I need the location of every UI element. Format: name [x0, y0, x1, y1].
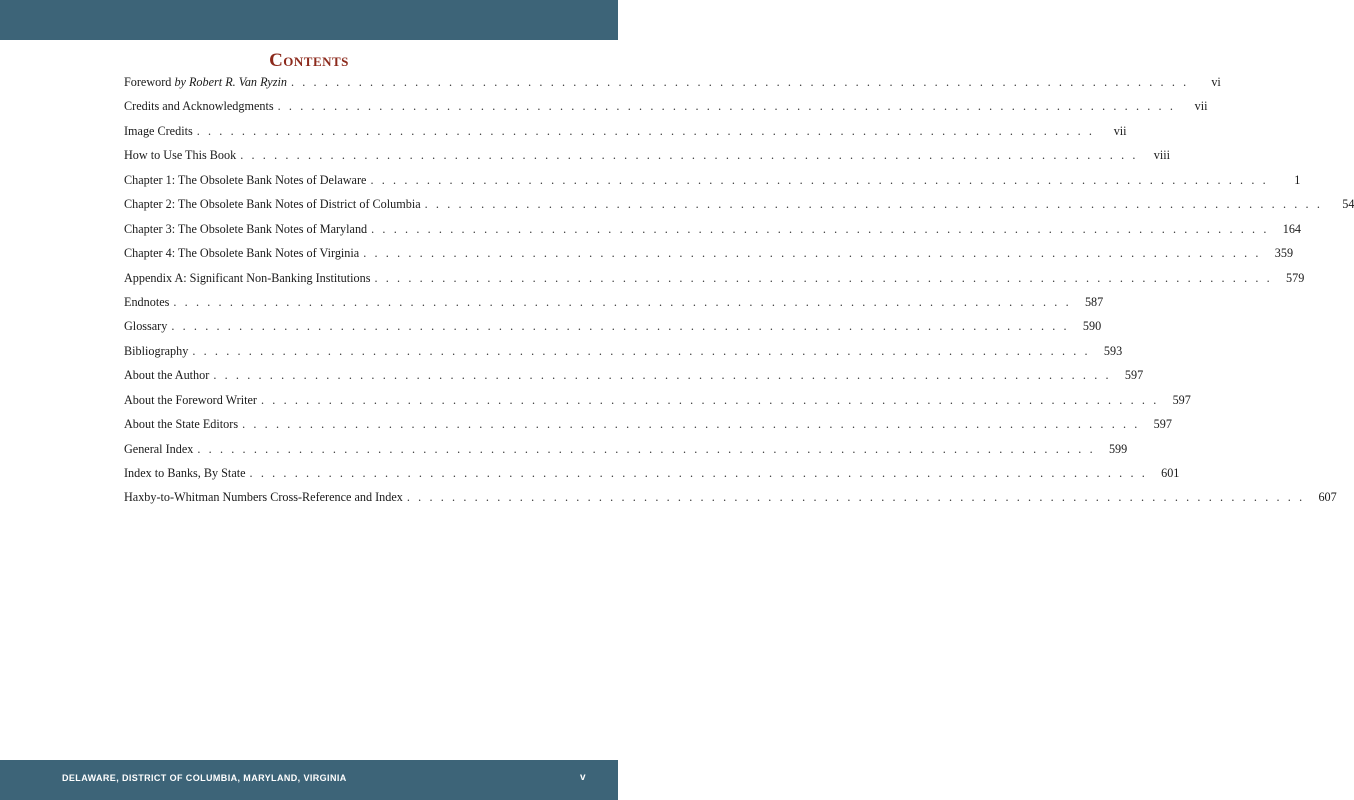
- toc-entry-label: Endnotes: [124, 294, 170, 309]
- toc-entry: [124, 388, 1191, 412]
- toc-entry-title: [124, 437, 193, 461]
- toc-entry: [124, 241, 1294, 265]
- toc-entry-page: 593: [1103, 343, 1123, 358]
- toc-entry-page: 54: [1342, 197, 1354, 212]
- toc-entry-title: [124, 290, 169, 314]
- toc-entry-label: Glossary: [124, 319, 168, 334]
- header-band: [0, 0, 618, 40]
- toc-entry-page: vii: [1194, 99, 1208, 114]
- toc-entry-page: viii: [1153, 148, 1171, 163]
- dot-leader: . . . . . . . . . . . . . . . . . . . . . . . . . . . . . . . . . . . . . . . . . . . . . . . . . . . . . . . . . . . . . . . . . . . . . . . . . . . . . . . .: [424, 197, 1323, 212]
- toc-entry-page: 587: [1084, 294, 1104, 309]
- toc-entry: [124, 217, 1301, 241]
- toc-entry-label: Chapter 3: The Obsolete Bank Notes of Maryland: [124, 221, 368, 236]
- toc-entry: [124, 461, 1180, 485]
- toc-entry: [124, 266, 1305, 290]
- dot-leader: . . . . . . . . . . . . . . . . . . . . . . . . . . . . . . . . . . . . . . . . . . . . . . . . . . . . . . . . . . . . . . . . . . . . . . . . . . . . . . . .: [173, 294, 1072, 309]
- dot-leader: . . . . . . . . . . . . . . . . . . . . . . . . . . . . . . . . . . . . . . . . . . . . . . . . . . . . . . . . . . . . . . . . . . . . . . . . . . . . . . . .: [290, 75, 1189, 89]
- toc-entry-label: Chapter 1: The Obsolete Bank Notes of Delaware: [124, 172, 367, 187]
- dot-leader: . . . . . . . . . . . . . . . . . . . . . . . . . . . . . . . . . . . . . . . . . . . . . . . . . . . . . . . . . . . . . . . . . . . . . . . . . . . . . . . .: [277, 99, 1176, 114]
- toc-entry: [124, 192, 1354, 216]
- toc-entry-label: Foreword: [124, 75, 175, 89]
- toc-entry-title: [124, 192, 421, 216]
- toc-entry-label: Chapter 4: The Obsolete Bank Notes of Virginia: [124, 246, 360, 261]
- toc-entry-label: General Index: [124, 441, 194, 456]
- toc-entry-label: About the Author: [124, 368, 210, 383]
- toc-entry-label: Credits and Acknowledgments: [124, 99, 274, 114]
- toc-entry-title: [124, 266, 370, 290]
- toc-entry-page: 607: [1318, 490, 1337, 505]
- toc-entry-page: 597: [1172, 392, 1191, 407]
- toc-entry: [124, 485, 1337, 509]
- dot-leader: . . . . . . . . . . . . . . . . . . . . . . . . . . . . . . . . . . . . . . . . . . . . . . . . . . . . . . . . . . . . . . . . . . . . . . . . . . . . . . . .: [192, 343, 1091, 358]
- toc-entry-label: Index to Banks, By State: [124, 466, 246, 480]
- dot-leader: . . . . . . . . . . . . . . . . . . . . . . . . . . . . . . . . . . . . . . . . . . . . . . . . . . . . . . . . . . . . . . . . . . . . . . . . . . . . . . . .: [171, 319, 1070, 334]
- toc-entry-title: [124, 388, 257, 412]
- toc-entry-page: 590: [1082, 319, 1102, 334]
- dot-leader: . . . . . . . . . . . . . . . . . . . . . . . . . . . . . . . . . . . . . . . . . . . . . . . . . . . . . . . . . . . . . . . . . . . . . . . . . . . . . . . .: [370, 172, 1269, 187]
- page-number: v: [580, 772, 586, 783]
- toc-entry-page: 359: [1274, 246, 1294, 261]
- toc-entry: [124, 94, 1208, 118]
- toc-entry-title: [124, 70, 287, 94]
- toc-entry-title: [124, 143, 236, 167]
- table-of-contents: [124, 70, 1354, 510]
- toc-entry-page: 597: [1124, 368, 1144, 383]
- toc-entry: [124, 143, 1171, 167]
- toc-entry: [124, 412, 1172, 436]
- toc-entry: [124, 168, 1301, 192]
- toc-entry-title: [124, 412, 238, 436]
- dot-leader: . . . . . . . . . . . . . . . . . . . . . . . . . . . . . . . . . . . . . . . . . . . . . . . . . . . . . . . . . . . . . . . . . . . . . . . . . . . . . . . .: [363, 246, 1262, 261]
- toc-entry-page: 579: [1286, 270, 1305, 285]
- toc-entry-title: [124, 241, 359, 265]
- toc-entry: [124, 314, 1102, 338]
- toc-entry: [124, 339, 1123, 363]
- toc-entry-page: 1: [1294, 172, 1301, 187]
- toc-entry-label: Image Credits: [124, 123, 193, 138]
- toc-entry-title: [124, 363, 209, 387]
- toc-entry-title: [124, 314, 167, 338]
- toc-entry: [124, 119, 1127, 143]
- dot-leader: . . . . . . . . . . . . . . . . . . . . . . . . . . . . . . . . . . . . . . . . . . . . . . . . . . . . . . . . . . . . . . . . . . . . . . . . . . . . . . . .: [242, 417, 1140, 432]
- toc-entry-label: About the State Editors: [124, 417, 239, 432]
- dot-leader: . . . . . . . . . . . . . . . . . . . . . . . . . . . . . . . . . . . . . . . . . . . . . . . . . . . . . . . . . . . . . . . . . . . . . . . . . . . . . . . .: [240, 148, 1139, 163]
- toc-entry-title: [124, 94, 274, 118]
- toc-entry-title: [124, 119, 193, 143]
- dot-leader: . . . . . . . . . . . . . . . . . . . . . . . . . . . . . . . . . . . . . . . . . . . . . . . . . . . . . . . . . . . . . . . . . . . . . . . . . . . . . . . .: [249, 466, 1148, 480]
- footer-band: [0, 760, 618, 800]
- dot-leader: . . . . . . . . . . . . . . . . . . . . . . . . . . . . . . . . . . . . . . . . . . . . . . . . . . . . . . . . . . . . . . . . . . . . . . . . . . . . . . . .: [196, 123, 1095, 138]
- toc-entry-page: 164: [1282, 221, 1301, 236]
- toc-entry-label: Chapter 2: The Obsolete Bank Notes of District of Columbia: [124, 197, 421, 212]
- toc-entry-title: [124, 461, 246, 485]
- toc-entry-label: Bibliography: [124, 343, 189, 358]
- dot-leader: . . . . . . . . . . . . . . . . . . . . . . . . . . . . . . . . . . . . . . . . . . . . . . . . . . . . . . . . . . . . . . . . . . . . . . . . . . . . . . . .: [371, 221, 1269, 236]
- toc-entry-title: [124, 339, 188, 363]
- toc-entry-label: Appendix A: Significant Non-Banking Institutions: [124, 270, 371, 285]
- page-title: Contents: [269, 50, 349, 71]
- dot-leader: . . . . . . . . . . . . . . . . . . . . . . . . . . . . . . . . . . . . . . . . . . . . . . . . . . . . . . . . . . . . . . . . . . . . . . . . . . . . . . . .: [260, 392, 1159, 407]
- toc-entry-label: How to Use This Book: [124, 148, 237, 163]
- dot-leader: . . . . . . . . . . . . . . . . . . . . . . . . . . . . . . . . . . . . . . . . . . . . . . . . . . . . . . . . . . . . . . . . . . . . . . . . . . . . . . . .: [406, 490, 1305, 505]
- dot-leader: . . . . . . . . . . . . . . . . . . . . . . . . . . . . . . . . . . . . . . . . . . . . . . . . . . . . . . . . . . . . . . . . . . . . . . . . . . . . . . . .: [374, 270, 1273, 285]
- toc-entry: [124, 290, 1104, 314]
- toc-entry: [124, 70, 1221, 94]
- toc-entry-page: vii: [1113, 123, 1127, 138]
- toc-entry: [124, 437, 1128, 461]
- toc-entry-title: [124, 168, 366, 192]
- dot-leader: . . . . . . . . . . . . . . . . . . . . . . . . . . . . . . . . . . . . . . . . . . . . . . . . . . . . . . . . . . . . . . . . . . . . . . . . . . . . . . . .: [197, 441, 1096, 456]
- toc-entry-page: 597: [1153, 417, 1172, 432]
- toc-entry: [124, 363, 1144, 387]
- running-title: DELAWARE, DISTRICT OF COLUMBIA, MARYLAND, VIRGINIA: [62, 773, 347, 783]
- dot-leader: . . . . . . . . . . . . . . . . . . . . . . . . . . . . . . . . . . . . . . . . . . . . . . . . . . . . . . . . . . . . . . . . . . . . . . . . . . . . . . . .: [213, 368, 1112, 383]
- toc-entry-title: [124, 217, 367, 241]
- toc-entry-author: by Robert R. Van Ryzin: [174, 75, 287, 89]
- toc-entry-page: vi: [1211, 75, 1221, 89]
- toc-entry-page: 601: [1161, 466, 1180, 480]
- toc-entry-page: 599: [1108, 441, 1128, 456]
- toc-entry-label: About the Foreword Writer: [124, 392, 257, 407]
- toc-entry-label: Haxby-to-Whitman Numbers Cross-Reference and Index: [124, 490, 403, 505]
- toc-entry-title: [124, 485, 403, 509]
